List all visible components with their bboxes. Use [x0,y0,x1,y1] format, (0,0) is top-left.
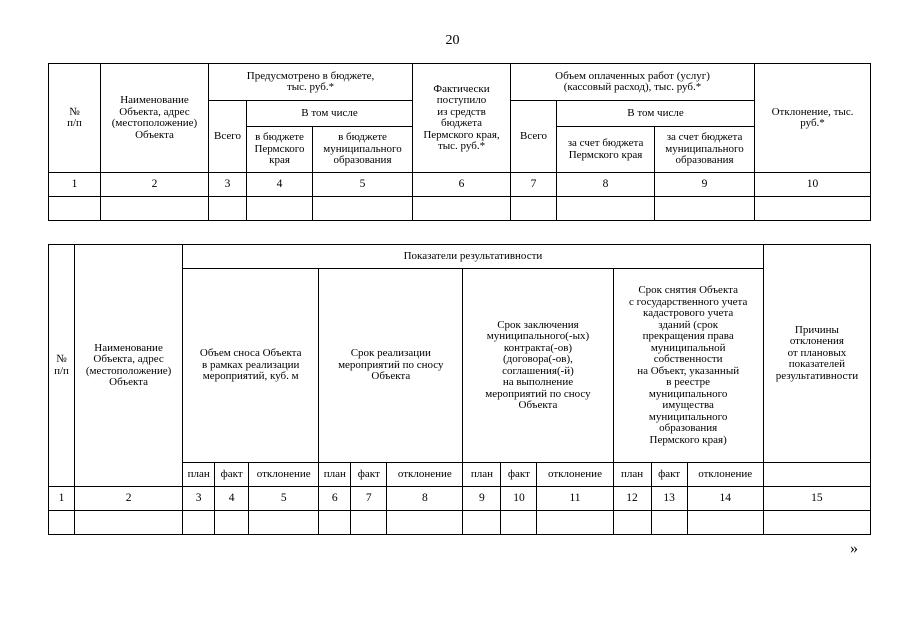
column-number: 14 [687,487,763,511]
header-budget-including: В том числе [247,101,413,127]
empty-cell [413,197,511,221]
header-budget-perm: в бюджете Пермского края [247,127,313,173]
header-paid-including: В том числе [557,101,755,127]
column-number: 10 [755,173,871,197]
column-number: 3 [183,487,215,511]
header-deviation: Отклонение, тыс. руб.* [755,64,871,173]
column-number: 15 [763,487,870,511]
header-budget-municipal: в бюджете муниципального образования [313,127,413,173]
column-number: 8 [557,173,655,197]
column-number: 1 [49,173,101,197]
column-number: 5 [313,173,413,197]
empty-cell [557,197,655,221]
column-number: 4 [215,487,249,511]
empty-cell [763,463,870,487]
header-budget-total: Всего [209,101,247,173]
header-deviation-reasons: Причины отклонения от плановых показателей результативности [763,245,870,463]
column-number: 13 [651,487,687,511]
header-implementation-period: Срок реализации мероприятий по сносу Объекта [319,269,463,463]
empty-cell [49,511,75,535]
header-cadastral-period: Срок снятия Объекта с государственного учета кадастрового учета зданий (срок прекращения права муниципальной собственности на Объект, указанный в реестре муниципального имущества муниципального образования Пермского края) [613,269,763,463]
column-number: 4 [247,173,313,197]
subheader-fact: факт [215,463,249,487]
empty-cell [613,511,651,535]
column-number: 2 [75,487,183,511]
empty-cell [501,511,537,535]
empty-cell [537,511,613,535]
subheader-fact: факт [651,463,687,487]
subheader-plan: план [183,463,215,487]
empty-cell [209,197,247,221]
column-numbers-row [49,173,871,197]
header-paid-perm: за счет бюджета Пермского края [557,127,655,173]
header-contract-period: Срок заключения муниципального(-ых) контракта(-ов) (договора(-ов), соглашения(-й) на выполнение мероприятий по сносу Объекта [463,269,613,463]
subheader-fact: факт [351,463,387,487]
closing-quote-mark: » [850,540,858,557]
subheader-deviation: отклонение [537,463,613,487]
column-number: 12 [613,487,651,511]
subheader-plan: план [613,463,651,487]
header-object-name: Наименование Объекта, адрес (местоположение) Объекта [101,64,209,173]
column-numbers-row [49,487,871,511]
header-row-number: № п/п [49,64,101,173]
header-paid-municipal: за счет бюджета муниципального образования [655,127,755,173]
empty-cell [319,511,351,535]
header-budget-planned: Предусмотрено в бюджете, тыс. руб.* [209,64,413,101]
empty-cell [655,197,755,221]
subheader-deviation: отклонение [249,463,319,487]
performance-table [48,244,871,535]
column-number: 1 [49,487,75,511]
empty-cell [463,511,501,535]
column-number: 9 [655,173,755,197]
subheader-fact: факт [501,463,537,487]
column-number: 11 [537,487,613,511]
column-number: 6 [319,487,351,511]
header-performance-indicators: Показатели результативности [183,245,764,269]
column-number: 10 [501,487,537,511]
page-number: 20 [445,33,460,48]
budget-table [48,63,871,221]
column-number: 6 [413,173,511,197]
header-actual-received: Фактически поступило из средств бюджета Пермского края, тыс. руб.* [413,64,511,173]
subheader-deviation: отклонение [687,463,763,487]
empty-cell [249,511,319,535]
empty-cell [101,197,209,221]
empty-cell [511,197,557,221]
empty-cell [75,511,183,535]
header-row-number: № п/п [49,245,75,487]
header-object-name: Наименование Объекта, адрес (местоположение) Объекта [75,245,183,487]
empty-cell [755,197,871,221]
empty-cell [49,197,101,221]
empty-cell [387,511,463,535]
empty-cell [763,511,870,535]
header-paid-works: Объем оплаченных работ (услуг) (кассовый расход), тыс. руб.* [511,64,755,101]
empty-data-row [49,511,871,535]
column-number: 8 [387,487,463,511]
empty-cell [247,197,313,221]
subheader-plan: план [319,463,351,487]
subheader-deviation: отклонение [387,463,463,487]
column-number: 9 [463,487,501,511]
empty-cell [313,197,413,221]
header-paid-total: Всего [511,101,557,173]
column-number: 2 [101,173,209,197]
column-number: 5 [249,487,319,511]
empty-data-row [49,197,871,221]
empty-cell [183,511,215,535]
empty-cell [351,511,387,535]
column-number: 3 [209,173,247,197]
column-number: 7 [351,487,387,511]
empty-cell [651,511,687,535]
empty-cell [215,511,249,535]
header-demolition-volume: Объем сноса Объекта в рамках реализации мероприятий, куб. м [183,269,319,463]
column-number: 7 [511,173,557,197]
subheader-plan: план [463,463,501,487]
empty-cell [687,511,763,535]
